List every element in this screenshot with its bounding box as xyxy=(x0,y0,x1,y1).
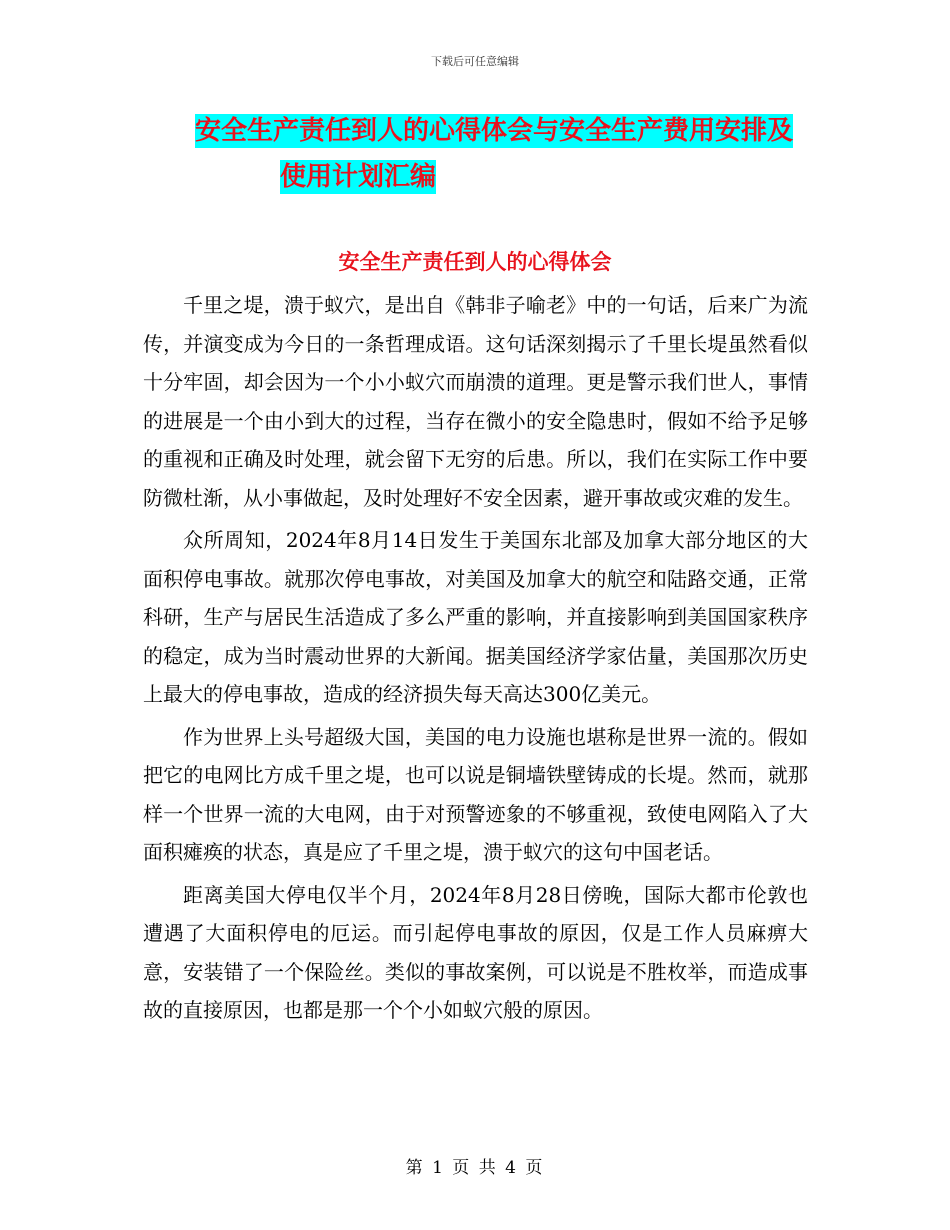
header-note: 下载后可任意编辑 xyxy=(431,55,519,68)
document-body xyxy=(143,286,808,1034)
paragraph-1: 千里之堤，溃于蚁穴，是出自《韩非子喻老》中的一句话，后来广为流传，并演变成为今日的一条哲理成语。这句话深刻揭示了千里长堤虽然看似十分牢固，却会因为一个小小蚁穴而崩溃的道理。更是警示我们世人，事情的进展是一个由小到大的过程，当存在微小的安全隐患时，假如不给予足够的重视和正确及时处理，就会留下无穷的后患。所以，我们在实际工作中要防微杜渐，从小事做起，及时处理好不安全因素，避开事故或灾难的发生。 xyxy=(143,293,808,510)
paragraph-4: 距离美国大停电仅半个月，2024年8月28日傍晚，国际大都市伦敦也遭遇了大面积停电的厄运。而引起停电事故的原因，仅是工作人员麻痹大意，安装错了一个保险丝。类似的事故案例，可以说是不胜枚举，而造成事故的直接原因，也都是那一个个小如蚁穴般的原因。 xyxy=(143,882,808,1022)
paragraph-2: 众所周知，2024年8月14日发生于美国东北部及加拿大部分地区的大面积停电事故。就那次停电事故，对美国及加拿大的航空和陆路交通，正常科研，生产与居民生活造成了多么严重的影响，并直接影响到美国国家秩序的稳定，成为当时震动世界的大新闻。据美国经济学家估量，美国那次历史上最大的停电事故，造成的经济损失每天高达300亿美元。 xyxy=(143,528,808,706)
document-title-line-2: 使用计划汇编 xyxy=(279,162,436,192)
document-title-line-1: 安全生产责任到人的心得体会与安全生产费用安排及 xyxy=(195,116,794,146)
section-heading: 安全生产责任到人的心得体会 xyxy=(338,250,612,274)
document-title xyxy=(195,108,815,200)
page-number: 第 1 页 共 4 页 xyxy=(405,1158,545,1178)
document-title-line-2-wrap xyxy=(195,154,521,200)
paragraph-3: 作为世界上头号超级大国，美国的电力设施也堪称是世界一流的。假如把它的电网比方成千里之堤，也可以说是铜墙铁壁铸成的长堤。然而，就那样一个世界一流的大电网，由于对预警迹象的不够重视，致使电网陷入了大面积瘫痪的状态，真是应了千里之堤，溃于蚁穴的这句中国老话。 xyxy=(143,724,808,864)
